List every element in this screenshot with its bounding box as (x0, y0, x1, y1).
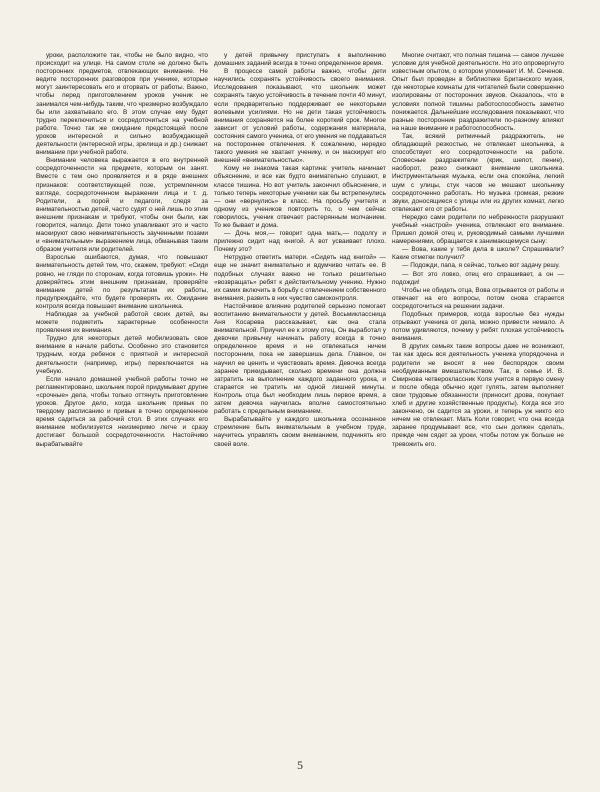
paragraph: Настойчивое влияние родителей серьезно помогает воспитанию внимательности у детей. Восьмиклассница Аня Косарева рассказывает, как она стала внимательной. Приучил ее к этому отец. Он выработал у девочки привычку начинать работу всегда в точно определенное время и не отвлекаться ничем посторонним, пока не завершишь дела. Главное, он научил ее ценить и чувствовать время. Девочка всегда заранее прикидывает, сколько времени она должна затратить на выполнение каждого заданного урока, и старается не тратить ни одной лишней минуты. Контроль отца был необходим лишь первое время, а затем девочка научилась вполне самостоятельно работать с предельным вниманием. (214, 302, 386, 416)
text-column-2 (214, 52, 386, 752)
paragraph: у детей привычку приступать к выполнению домашних заданий всегда в точно определенное время. (214, 52, 386, 68)
paragraph: Так, всякий ритмичный раздражитель, не обладающий резкостью, не отвлекает школьника, а способствует его сосредоточенности на работе. Словесные раздражители (крик, шепот, пение), наоборот, резко снижают внимание школьника. Инструментальная музыка, если она спокойна, легкий шум с улицы, стук часов не мешают школьнику сосредоточенно работать. Но музыка громкая, резкие звуки, доносящиеся с улицы или из других комнат, легко отвлекают его от работы. (392, 132, 564, 213)
paragraph: Нетрудно ответить матери. «Сидеть над книгой» — еще не значит внимательно и вдумчиво читать ее. В подобных случаях важно не только решительно «возвращать» ребят к действительному учению. Нужно их самих включить в борьбу с отвлечением собственного внимания, развить в них чувство самоконтроля. (214, 254, 386, 302)
paragraph: Подобных примеров, когда взрослые без нужды отрывают ученика от дела, можно привести немало. А потом удивляются, почему у ребят плохая устойчивость внимания. (392, 311, 564, 343)
paragraph: — Вова, какие у тебя дела в школе? Спрашивали? Какие отметки получил? (392, 246, 564, 262)
text-column-3 (392, 52, 564, 752)
page-number: 5 (297, 758, 303, 772)
paragraph: Трудно для некоторых детей мобилизовать свое внимание в начале работы. Особенно это становится трудным, когда ребенок с приятной и интересной деятельности (например, игры) переключается на учебную. (36, 335, 208, 375)
paragraph: Чтобы не обидеть отца, Вова отрывается от работы и отвечает на его вопросы, потом снова старается сосредоточиться на решении задачи. (392, 286, 564, 310)
paragraph: Вырабатывайте у каждого школьника осознанное стремление быть внимательным в учебном труде, научитесь управлять своим вниманием, подчинять его своей воле. (214, 416, 386, 448)
paragraph: Нередко сами родители по небрежности разрушают учебный «настрой» ученика, отвлекают его внимание. Пришел домой отец и, руководимый самыми лучшими намерениями, обращается к занимающемуся сыну: (392, 213, 564, 246)
paragraph: Наблюдая за учебной работой своих детей, вы можете подметить характерные особенности проявления их внимания. (36, 311, 208, 335)
paragraph: — Вот это ловко, отец его спрашивает, а он — подожди! (392, 270, 564, 286)
paragraph: Взрослые ошибаются, думая, что повышают внимательность детей тем, что, скажем, требуют: «Сиди ровно, не гляди по сторонам, когда готовишь уроки». Не доверяйтесь этим внешним признакам, проверяйте внимание детей по результатам их работы, предупреждайте, что будете проверять их. Ожидание контроля всегда повышает внимание школьника. (36, 254, 208, 310)
paragraph: В процессе самой работы важно, чтобы дети научились сохранять устойчивость своего внимания. Исследования показывают, что школьник может сохранять такую устойчивость в течение почти 40 минут, если предварительно поддерживает ее некоторыми волевыми усилиями. Но не дети такая устойчивость внимания сохраняется на более короткий срок. Многое зависит от условий работы, содержания материала, состояния самого ученика, от его умения не поддаваться на постороннее отвлечения. К сожалению, нередко такого умения не хватает ученику, и он маскирует его внешней «внимательностью». (214, 68, 386, 165)
paragraph: Внимание человека выражается в его внутренней сосредоточенности на предмете, которым он занят. Вместе с тем оно проявляется и в ряде внешних признаков: соответствующей позе, устремленном взгляде, сосредоточенном выражении лица и т. д. Родители, а порой и педагоги, следя за внимательностью детей, часто судят о ней лишь по этим внешним признакам и требуют, чтобы они были, как говорится, налицо. Дети тонко улавливают это и часто маскируют свою невнимательность заученными позами и «внимательным» выражением лица, обманывая таким образом учителя или родителей. (36, 157, 208, 254)
paragraph: В других семьях такие вопросы даже не возникают, так как здесь вся деятельность ученика упорядочена и родители не вносят в нее беспорядок своим необдуманным вмешательством. Так, в семье И. В. Смирнова четвероклассник Коля учится в первую смену и после обеда обычно идет гулять, затем выполняет свои трудовые обязанности (приносит дрова, покупает хлеб и другие хозяйственные продукты). Когда все это закончено, он садится за уроки, и теперь уж никто его ничем не отвлекает. Мать Коли говорит, что она всегда заранее продумывает все, что сын должен сделать, прежде чем сядет за уроки, чтобы потом уж больше не тревожить его. (392, 343, 564, 448)
text-column-1 (36, 52, 208, 752)
paragraph: уроки, расположите так, чтобы не было видно, что происходит на улице. На самом столе не должно быть посторонних предметов, отвлекающих внимание. Не ведите посторонних разговоров при ученике, которые могут заинтересовать его и оторвать от работы. Важно, чтобы перед приготовлением уроков ученик не занимался чем-нибудь таким, что чрезмерно возбуждало бы или захватывало его. В этом случае ему будет трудно переключиться и сосредоточиться на учебной работе. Точно так же ожидание предстоящей после уроков интересной и сильно возбуждающей деятельности (интересной игры, зрелища и др.) снижает внимание при учебной работе. (36, 52, 208, 157)
paragraph: Многие считают, что полная тишина — самое лучшее условие для учебной деятельности. Но это опровергнуто известным опытом, о котором упоминает И. М. Сеченов. Опыт был проведен в библиотеке Британского музея, где некоторые комнаты для читателей были совершенно изолированы от посторонних звуков. Оказалось, что в условиях полной тишины работоспособность заметно понижается. Дальнейшие исследования показывают, что разные посторонние раздражители по-разному влияют на наше внимание и работоспособность. (392, 52, 564, 132)
paragraph: — Дочь моя,— говорит одна мать,— подолгу и прилежно сидит над книгой. А вот усваивает плохо. Почему это? (214, 230, 386, 254)
paragraph: Кому не знакома такая картина: учитель начинает объяснение, и все как будто внимательно слушают, в классе тишина. Но вот учитель закончил объяснение, и только теперь некоторые ученики как бы встрепенулись — они «вернулись» в класс. На просьбу учителя и одному из учеников повторить то, о чем сейчас говорилось, ученик отвечает растерянным молчанием. То же бывает и дома. (214, 165, 386, 229)
paragraph: — Подожди, папа, я сейчас, только вот задачу решу. (402, 262, 560, 270)
paragraph: Если начало домашней учебной работы точно не регламентировано, школьник порой придумывает другие «срочные» дела, чтобы только оттянуть приготовление уроков. Другое дело, когда школьник привык по твердому расписанию и привык в точно определенное время садиться за рабочий стол. В этих случаях его внимание мобилизуется неизмеримо легче и сразу достигает большой сосредоточенности. Настойчиво вырабатывайте (36, 375, 208, 448)
